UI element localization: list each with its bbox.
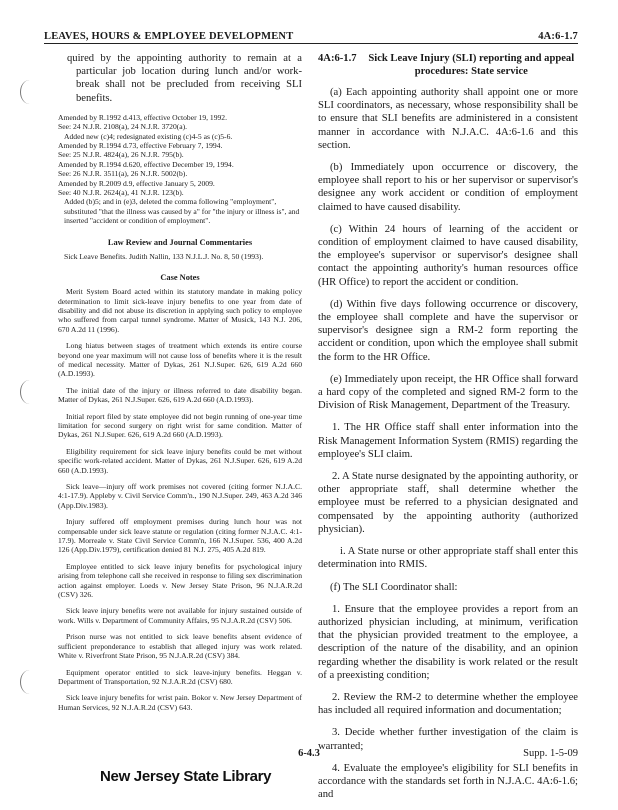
paragraph-e-2: 2. A State nurse designated by the appointing authority, or other appropriate staff, shall determine whether the employee must be referred to a physician designated and compensated by the appointing authority (authorized physician). (318, 471, 578, 535)
paragraph-d: (d) Within five days following occurrence or discovery, the employee shall complete and have the supervisor or supervisor's designee sign a RM-2 form reporting the accident or condition, upon which the employee shall submit the form to the HR Office. (318, 298, 578, 363)
section-heading (318, 52, 578, 78)
right-column (318, 52, 578, 810)
history-line: See: 25 N.J.R. 4824(a), 26 N.J.R. 795(b). (58, 150, 184, 160)
paragraph-f-3: 3. Decide whether further investigation of the claim is warranted; (318, 727, 578, 752)
library-stamp: New Jersey State Library (100, 768, 272, 785)
case-note: Injury suffered off employment premises during lunch hour was not compensable under sick leave statute or regulation (citing former N.J.A.C. 4:1-17.9). Morreale v. State Civil Service Comm'n, 166 N.J.Super. 536, 400 A.2d 126 (App.Div.1979), certification denied 81 N.J. 275, 405 A.2d 819. (58, 517, 302, 555)
continued-paragraph: quired by the appointing authority to remain at a particular job location during lunch and/or work-break shall not be precluded from receiving SLI benefits. (67, 53, 302, 104)
page-folio: 6-4.3 (298, 748, 320, 759)
case-note: Equipment operator entitled to sick leave-injury benefits. Heggan v. Department of Transportation, 92 N.J.A.R.2d (CSV) 680. (58, 667, 302, 686)
history-line: See: 24 N.J.R. 2108(a), 24 N.J.R. 3720(a). (58, 122, 188, 132)
paragraph-e: (e) Immediately upon receipt, the HR Office shall forward a hard copy of the completed and signed RM-2 form to the Division of Risk Management, Department of the Treasury. (318, 373, 578, 412)
history-line: Amended by R.1992 d.413, effective October 19, 1992. (58, 112, 227, 122)
section-number: 4A:6-1.7 (318, 53, 357, 64)
case-note: Sick leave—injury off work premises not covered (citing former N.J.A.C. 4:1-17.9). Appleby v. Civil Service Comm'n., 190 N.J.Super. 249, 463 A.2d 346 (App.Div.1983). (58, 482, 302, 510)
supplement-date: Supp. 1-5-09 (523, 748, 578, 759)
history-line: See: 26 N.J.R. 3511(a), 26 N.J.R. 5002(b). (58, 169, 188, 179)
history-notes (58, 113, 302, 226)
margin-bracket-mark (20, 670, 39, 694)
paragraph-f: (f) The SLI Coordinator shall: (330, 581, 458, 593)
paragraph-f-2: 2. Review the RM-2 to determine whether the employee has included all required information and documentation; (318, 691, 578, 717)
running-header (44, 26, 578, 42)
running-header-section: 4A:6-1.7 (538, 31, 578, 42)
left-column (58, 52, 302, 719)
case-note: Merit System Board acted within its statutory mandate in making policy determination to limit sick-leave injury benefits to one year from date of disability and did not abuse its discretion in applying such policy to employee who suffered from carpal tunnel syndrome. Matter of Musick, 143 N.J. 206, 670 A.2d 11 (1996). (58, 287, 302, 334)
margin-bracket-mark (20, 380, 39, 404)
law-review-heading: Law Review and Journal Commentaries (107, 237, 253, 247)
history-line: See: 40 N.J.R. 2624(a), 41 N.J.R. 123(b). (58, 188, 184, 198)
case-note: Long hiatus between stages of treatment which extends its entire course beyond one year maximum will not cause loss of benefits where it is the result of medical necessity. Matter of Dykas, 261 N.J.Super. 626, 619 A.2d 660 (A.D.1993). (58, 341, 302, 379)
margin-bracket-mark (20, 80, 39, 104)
case-note: Prison nurse was not entitled to sick leave benefits absent evidence of sufficient preponderance to establish that alleged injury was work related. White v. Riverfront State Prison, 95 N.J.A.R.2d (CSV) 384. (58, 632, 302, 661)
paragraph-b: (b) Immediately upon occurrence or discovery, the employee shall report to his or her supervisor or supervisor's designee any work accident or condition of employment claimed to have caused disability. (318, 162, 578, 213)
history-line: Amended by R.2009 d.9, effective January 5, 2009. (58, 178, 215, 188)
paragraph-f-4: 4. Evaluate the employee's eligibility for SLI benefits in accordance with the standards set forth in N.J.A.C. 4A:6-1.6; and (318, 762, 578, 801)
section-title: Sick Leave Injury (SLI) reporting and appeal procedures: State service (368, 53, 575, 77)
history-line: Added new (c)4; redesignated existing (c)4-5 as (c)5-6. (64, 131, 233, 141)
law-review-item: Sick Leave Benefits. Judith Nallin, 133 N.J.L.J. No. 8, 50 (1993). (64, 251, 264, 261)
paragraph-a: (a) Each appointing authority shall appoint one or more SLI coordinators, as necessary, whose responsibility shall be to ensure that SLI benefits are administered in a consistent manner in accordance with N.J.A.C. 4A:6-1.6 and this section. (318, 87, 578, 151)
case-note: Employee entitled to sick leave injury benefits for psychological injury arising from telephone call she received in response to filing sex discrimination action against employer. Loeds v. New Jersey State Prison, 96 N.J.A.R.2d (CSV) 326. (58, 561, 302, 600)
history-line: Added (b)5; and in (e)3, deleted the comma following "employment", substituted "that the illness was caused by a" for "the injury or illness is", and inserted "accident or condition of employment". (64, 197, 300, 226)
case-note: Sick leave injury benefits for wrist pain. Bokor v. New Jersey Department of Human Services, 92 N.J.A.R.2d (CSV) 643. (58, 693, 302, 712)
header-rule (44, 43, 578, 44)
paragraph-f-1: 1. Ensure that the employee provides a report from an authorized physician including, at minimum, verification that the physician provided treatment to the employee, a description of the nature of the disability, and an opinion regarding whether the disability is work related or the result of a preexisting condition; (318, 603, 578, 681)
case-note: The initial date of the injury or illness referred to date disability began. Matter of Dykas, 261 N.J.Super. 626, 619 A.2d 660 (A.D.1993). (58, 385, 302, 405)
case-note: Initial report filed by state employee did not begin running of one-year time limitation for second surgery on right wrist for same condition. Matter of Dykas, 261 N.J.Super. 626, 619 A.2d 660 (A.D.1993). (58, 411, 302, 440)
paragraph-e-1: 1. The HR Office staff shall enter information into the Risk Management Information System (RMIS) regarding the employee's SLI claim. (318, 422, 578, 460)
case-note: Sick leave injury benefits were not available for injury sustained outside of work. Wills v. Department of Community Affairs, 95 N.J.A.R.2d (CSV) 506. (58, 606, 302, 625)
history-line: Amended by R.1994 d.620, effective December 19, 1994. (58, 159, 234, 169)
case-note: Eligibility requirement for sick leave injury benefits could be met without specific work-related accident. Matter of Dykas, 261 N.J.Super. 626, 619 A.2d 660 (A.D.1993). (58, 446, 302, 475)
paragraph-e-2-i: i. A State nurse or other appropriate staff shall enter this determination into RMIS. (318, 546, 578, 571)
paragraph-c: (c) Within 24 hours of learning of the accident or condition of employment claimed to have caused disability, the employee's supervisor or supervisor's designee shall contact the appointing authority's human resources office (HR Office) to report the accident or condition. (318, 223, 578, 288)
case-notes-heading: Case Notes (160, 273, 200, 283)
running-header-title: LEAVES, HOURS & EMPLOYEE DEVELOPMENT (44, 31, 294, 42)
history-line: Amended by R.1994 d.73, effective February 7, 1994. (58, 141, 223, 151)
